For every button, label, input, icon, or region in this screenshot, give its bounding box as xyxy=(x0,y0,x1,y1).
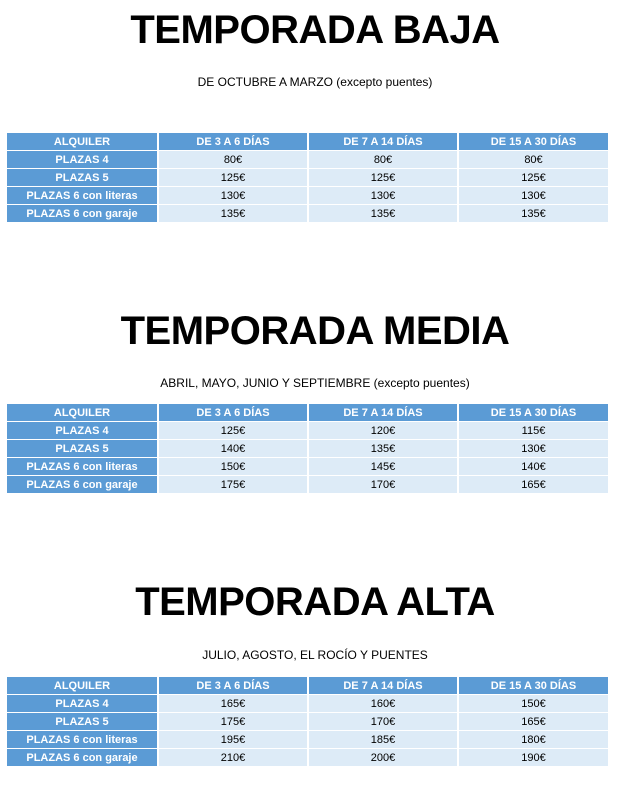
price-cell: 150€ xyxy=(158,458,308,476)
price-table xyxy=(7,404,608,494)
price-cell: 120€ xyxy=(308,422,458,440)
row-header: PLAZAS 5 xyxy=(7,713,158,731)
column-header: DE 3 A 6 DÍAS xyxy=(158,404,308,422)
price-cell: 80€ xyxy=(458,151,608,169)
column-header: DE 15 A 30 DÍAS xyxy=(458,404,608,422)
row-header: PLAZAS 6 con garaje xyxy=(7,476,158,494)
table-row xyxy=(7,440,608,458)
price-cell: 180€ xyxy=(458,731,608,749)
table-row xyxy=(7,749,608,767)
price-cell: 130€ xyxy=(308,187,458,205)
price-cell: 115€ xyxy=(458,422,608,440)
price-cell: 195€ xyxy=(158,731,308,749)
price-cell: 185€ xyxy=(308,731,458,749)
price-table xyxy=(7,133,608,223)
row-header: PLAZAS 4 xyxy=(7,695,158,713)
price-cell: 160€ xyxy=(308,695,458,713)
row-header: PLAZAS 6 con literas xyxy=(7,187,158,205)
column-header: DE 15 A 30 DÍAS xyxy=(458,133,608,151)
price-cell: 165€ xyxy=(158,695,308,713)
price-cell: 135€ xyxy=(458,205,608,223)
price-cell: 210€ xyxy=(158,749,308,767)
price-cell: 130€ xyxy=(458,187,608,205)
price-cell: 80€ xyxy=(158,151,308,169)
column-header: ALQUILER xyxy=(7,404,158,422)
row-header: PLAZAS 6 con garaje xyxy=(7,205,158,223)
price-cell: 140€ xyxy=(458,458,608,476)
row-header: PLAZAS 4 xyxy=(7,151,158,169)
season-title: TEMPORADA BAJA xyxy=(130,8,500,52)
column-header: DE 7 A 14 DÍAS xyxy=(308,404,458,422)
table-row xyxy=(7,205,608,223)
price-cell: 125€ xyxy=(308,169,458,187)
price-cell: 125€ xyxy=(158,169,308,187)
column-header: ALQUILER xyxy=(7,133,158,151)
season-title: TEMPORADA ALTA xyxy=(135,580,495,624)
column-header: DE 15 A 30 DÍAS xyxy=(458,677,608,695)
price-cell: 125€ xyxy=(458,169,608,187)
row-header: PLAZAS 6 con literas xyxy=(7,458,158,476)
table-row xyxy=(7,476,608,494)
table-header-row xyxy=(7,404,608,422)
price-cell: 190€ xyxy=(458,749,608,767)
price-cell: 175€ xyxy=(158,476,308,494)
price-cell: 140€ xyxy=(158,440,308,458)
price-table xyxy=(7,677,608,767)
table-row xyxy=(7,422,608,440)
table-row xyxy=(7,695,608,713)
table-row xyxy=(7,458,608,476)
column-header: DE 7 A 14 DÍAS xyxy=(308,133,458,151)
table-header-row xyxy=(7,677,608,695)
price-cell: 200€ xyxy=(308,749,458,767)
season-subtitle: ABRIL, MAYO, JUNIO Y SEPTIEMBRE (excepto puentes) xyxy=(160,376,470,390)
row-header: PLAZAS 5 xyxy=(7,440,158,458)
price-cell: 175€ xyxy=(158,713,308,731)
table-row xyxy=(7,731,608,749)
price-cell: 125€ xyxy=(158,422,308,440)
column-header: DE 3 A 6 DÍAS xyxy=(158,677,308,695)
table-row xyxy=(7,151,608,169)
row-header: PLAZAS 4 xyxy=(7,422,158,440)
row-header: PLAZAS 6 con literas xyxy=(7,731,158,749)
season-subtitle: DE OCTUBRE A MARZO (excepto puentes) xyxy=(197,75,433,89)
price-cell: 165€ xyxy=(458,476,608,494)
price-cell: 145€ xyxy=(308,458,458,476)
price-cell: 130€ xyxy=(158,187,308,205)
price-cell: 135€ xyxy=(158,205,308,223)
column-header: DE 3 A 6 DÍAS xyxy=(158,133,308,151)
price-cell: 150€ xyxy=(458,695,608,713)
season-subtitle: JULIO, AGOSTO, EL ROCÍO Y PUENTES xyxy=(202,648,428,662)
price-cell: 130€ xyxy=(458,440,608,458)
price-cell: 170€ xyxy=(308,713,458,731)
column-header: ALQUILER xyxy=(7,677,158,695)
price-cell: 80€ xyxy=(308,151,458,169)
price-cell: 135€ xyxy=(308,205,458,223)
table-row xyxy=(7,713,608,731)
row-header: PLAZAS 5 xyxy=(7,169,158,187)
season-title: TEMPORADA MEDIA xyxy=(120,309,510,353)
price-cell: 165€ xyxy=(458,713,608,731)
row-header: PLAZAS 6 con garaje xyxy=(7,749,158,767)
price-cell: 135€ xyxy=(308,440,458,458)
table-row xyxy=(7,169,608,187)
price-cell: 170€ xyxy=(308,476,458,494)
table-row xyxy=(7,187,608,205)
table-header-row xyxy=(7,133,608,151)
column-header: DE 7 A 14 DÍAS xyxy=(308,677,458,695)
